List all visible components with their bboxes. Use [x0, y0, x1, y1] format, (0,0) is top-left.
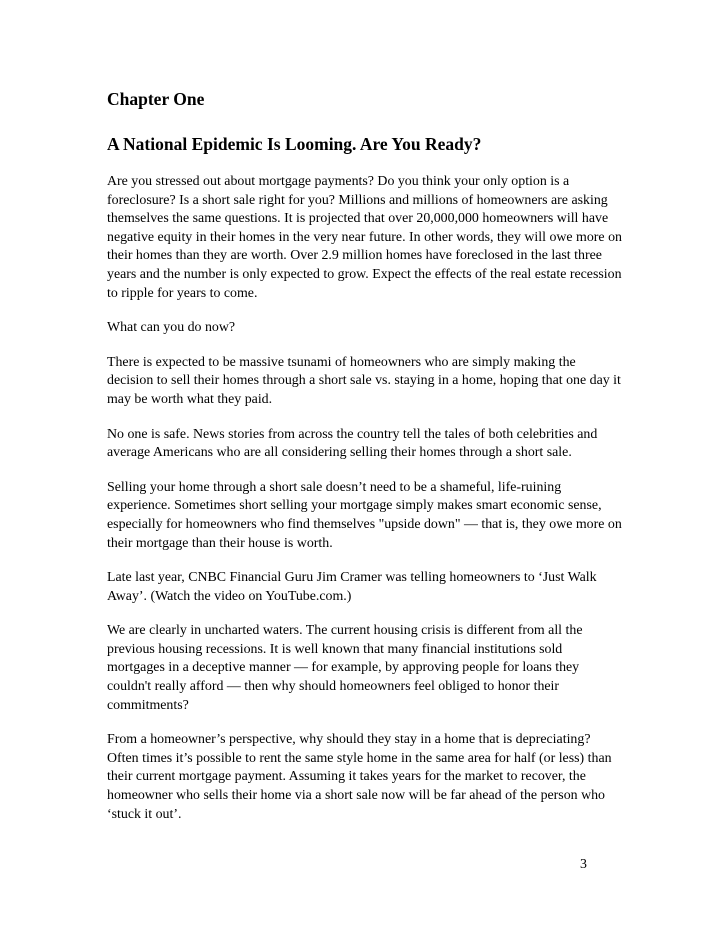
page-content [107, 88, 622, 840]
paragraph-tsunami: There is expected to be massive tsunami of homeowners who are simply making the decision to sell their homes through a short sale vs. staying in a home, hoping that one day it may be worth what they paid. [107, 354, 621, 407]
paragraph-short-sale: Selling your home through a short sale doesn’t need to be a shameful, life-ruining experience. Sometimes short selling your mortgage simply makes smart economic sense, especially for homeowners who find themselves "upside down" — that is, they owe more on their mortgage than their house is worth. [107, 479, 622, 551]
paragraph-cramer: Late last year, CNBC Financial Guru Jim Cramer was telling homeowners to ‘Just Walk Away’. (Watch the video on YouTube.com.) [107, 570, 597, 604]
paragraph-uncharted: We are clearly in uncharted waters. The current housing crisis is different from all the previous housing recessions. It is well known that many financial institutions sold mortgages in a deceptive manner — for example, by approving people for loans they couldn't really afford — then why should homeowners feel obliged to honor their commitments? [107, 623, 583, 713]
page-number: 3 [580, 857, 587, 872]
paragraph-question: What can you do now? [107, 320, 236, 336]
chapter-title: Chapter One [107, 89, 205, 109]
paragraph-perspective: From a homeowner’s perspective, why should they stay in a home that is depreciating? Often times it’s possible to rent the same style home in the same area for half (or less) than their current mortgage payment. Assuming it takes years for the market to recover, the homeowner who sells their home via a short sale now will be far ahead of the person who ‘stuck it out’. [107, 732, 612, 822]
section-title: A National Epidemic Is Looming. Are You Ready? [107, 134, 482, 154]
paragraph-no-one-safe: No one is safe. News stories from across the country tell the tales of both celebrities and average Americans who are all considering selling their homes through a short sale. [107, 426, 598, 461]
paragraph-intro: Are you stressed out about mortgage payments? Do you think your only option is a foreclosure? Is a short sale right for you? Millions and millions of homeowners are asking themselves the same questions. It is projected that over 20,000,000 homeowners will have negative equity in their homes in the very near future. In other words, they will owe more on their homes than they are worth. Over 2.9 million homes have foreclosed in the last three years and the number is only expected to grow. Expect the effects of the real estate recession to ripple for years to come. [107, 174, 622, 301]
